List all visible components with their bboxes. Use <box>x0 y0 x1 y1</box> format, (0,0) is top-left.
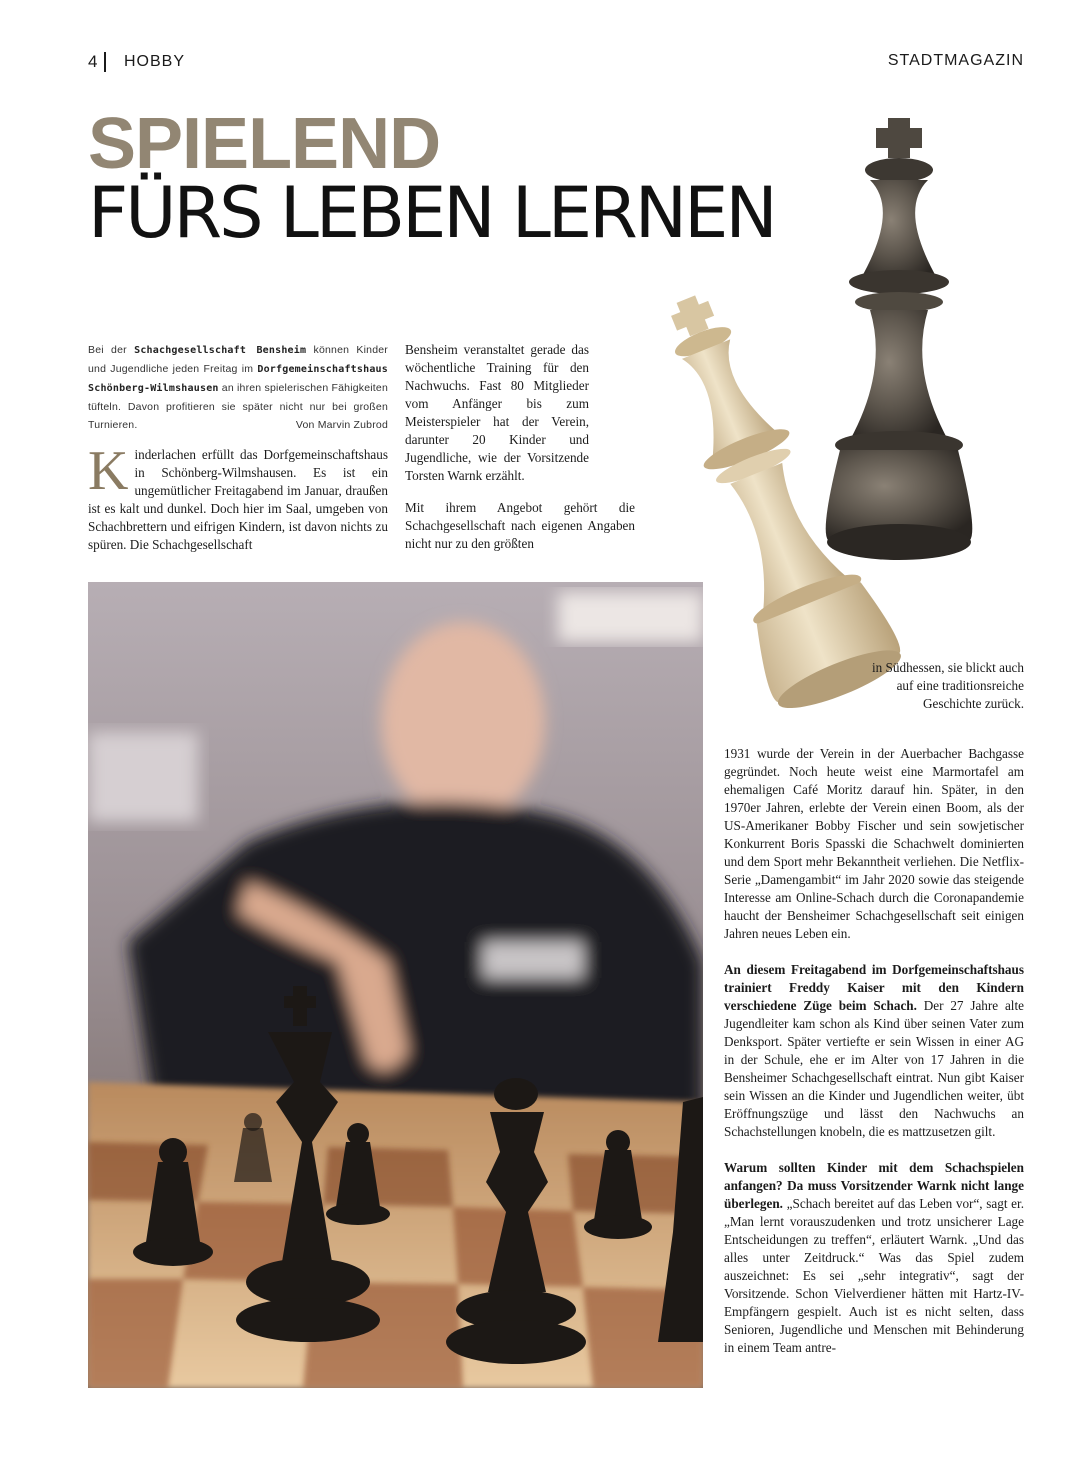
lead-organization: Schachgesellschaft Bensheim <box>134 345 307 356</box>
dark-king-icon <box>826 118 973 560</box>
byline: Von Marvin Zubrod <box>295 419 388 431</box>
paragraph-5-lead: Warum sollten Kinder mit dem Schachspielen anfangen? Da muss Vorsitzender Warnk nicht lange überlegen. <box>724 1160 1024 1211</box>
drop-cap: K <box>88 440 129 502</box>
chess-player-photo <box>88 582 703 1388</box>
lead-text: Bei der <box>88 344 135 356</box>
paragraph-2: Mit ihrem Angebot gehört die Schachgesellschaft nach eigenen Angaben nicht nur zu den größten <box>405 500 635 551</box>
paragraph-5 <box>724 1159 1024 1357</box>
paragraph-4 <box>724 961 1024 1141</box>
paragraph-2-continued: in Südhessen, sie blickt auch auf eine traditionsreiche Geschichte zurück. <box>872 660 1024 711</box>
header-divider <box>104 52 106 72</box>
paragraph-1: inderlachen erfüllt das Dorfgemeinschaftshaus in Schönberg-Wilmshausen. Es ist ein ungemütlicher Freitagabend im Januar, draußen ist es kalt und dunkel. Doch hier im Saal, umgeben von Schachbrettern und eifrigen Kindern, ist davon nichts zu spüren. Die Schachgesellschaft <box>88 447 388 552</box>
article-column-1 <box>88 440 388 572</box>
paragraph-4-body: Der 27 Jahre alte Jugendleiter kam schon als Kind über seinen Vater zum Denksport. Später vertiefte er sein Wissen in einer AG in der Schule, ehe er im Alter von 17 Jahren in die Bensheimer Schachgesellschaft eintrat. Nun gibt Kaiser sein Wissen an die Kinder und Jugendlichen weiter, übt Eröffnungszüge und lässt den Nachwuchs an Schachstellungen knobeln, die es mattzusetzen gilt. <box>724 998 1024 1139</box>
article-column-2-lower <box>405 499 635 571</box>
page-number: 4 <box>88 52 99 71</box>
page-header-left <box>88 52 185 72</box>
article-column-2 <box>405 341 589 503</box>
publication-name: STADTMAGAZIN <box>887 52 1024 69</box>
paragraph-4-lead: An diesem Freitagabend im Dorfgemeinschaftshaus trainiert Freddy Kaiser mit den Kindern verschiedene Züge beim Schach. <box>724 962 1024 1013</box>
lead-venue: Dorfgemeinschaftshaus Schönberg-Wilmshausen <box>88 364 388 394</box>
lead-text: können Kinder und Jugendliche jeden Freitag im <box>88 344 388 375</box>
paragraph-1-continued: Bensheim veranstaltet gerade das wöchentliche Training für den Nachwuchs. Fast 80 Mitglieder vom Anfänger bis zum Meisterspieler hat der Verein, darunter 20 Kinder und Jugendliche, wie der Vorsitzende Torsten Warnk erzählt. <box>405 342 589 483</box>
lead-text: an ihren spielerischen Fähigkeiten tüfteln. Davon profitieren sie später nicht nur bei großen Turnieren. <box>88 382 388 431</box>
article-column-3 <box>724 745 1024 1375</box>
paragraph-5-body: „Schach bereitet auf das Leben vor“, sagt er. „Man lernt vorauszudenken und trotz unsicherer Lage Entscheidungen zu treffen“, erläutert Warnk. „Und das alles unter Zeitdruck.“ Was das Spiel zudem auszeichnet: Es sei „sehr integrativ“, sagt der Vorsitzende. Schon Vielverdiener hätten mit Hartz-IV-Empfängern gespielt. Auch ist es nicht selten, dass Senioren, Jugendliche und Menschen mit Behinderung in einem Team antre- <box>724 1196 1024 1355</box>
section-label: HOBBY <box>123 53 185 70</box>
headline-line-2: FÜRS LEBEN LERNEN <box>88 172 775 254</box>
headline-line-1: SPIELEND <box>88 104 441 184</box>
paragraph-3: 1931 wurde der Verein in der Auerbacher Bachgasse gegründet. Noch heute weist eine Marmortafel am ehemaligen Café Moritz darauf hin. Später, in den 1970er Jahren, erlebte der Verein einen Boom, als der US-Amerikaner Bobby Fischer und sein sowjetischer Konkurrent Boris Spasski die Schachwelt dominierten und dem Sport mehr Bekanntheit verliehen. Die Netflix-Serie „Damengambit“ im Jahr 2020 sowie das steigende Interesse am Online-Schach durch die Coronapandemie haucht der Bensheimer Schachgesellschaft seit einigen Jahren neues Leben ein. <box>724 746 1024 941</box>
article-lead <box>88 341 388 434</box>
